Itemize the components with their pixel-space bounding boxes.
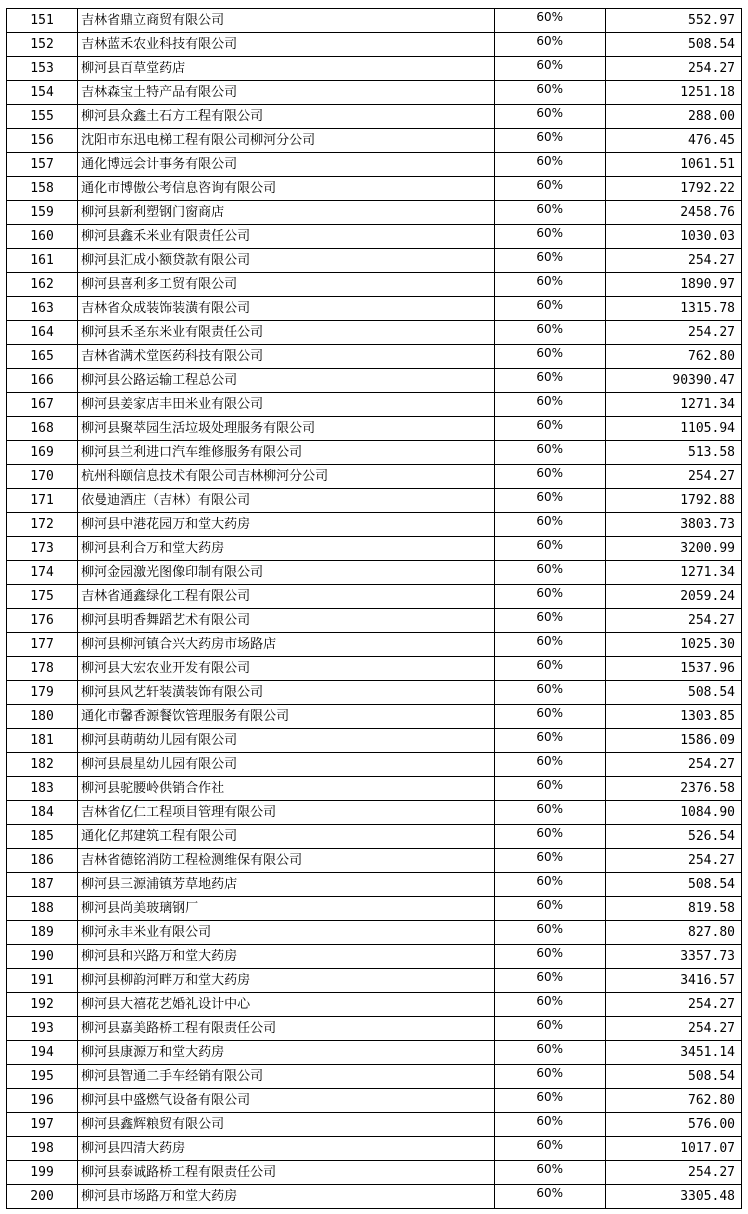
table-row <box>7 105 742 129</box>
table-row <box>7 705 742 729</box>
company-name-cell: 柳河县三源浦镇芳草地药店 <box>78 873 495 897</box>
row-number-cell: 165 <box>7 345 78 369</box>
amount-cell: 1251.18 <box>605 81 741 105</box>
amount-cell: 3200.99 <box>605 537 741 561</box>
row-number-cell: 184 <box>7 801 78 825</box>
amount-cell: 288.00 <box>605 105 741 129</box>
row-number-cell: 175 <box>7 585 78 609</box>
row-number-cell: 151 <box>7 9 78 33</box>
ratio-cell: 60% <box>494 897 605 921</box>
ratio-cell: 60% <box>494 153 605 177</box>
ratio-cell: 60% <box>494 81 605 105</box>
table-row <box>7 897 742 921</box>
ratio-cell: 60% <box>494 465 605 489</box>
ratio-cell: 60% <box>494 489 605 513</box>
table-row <box>7 657 742 681</box>
amount-cell: 819.58 <box>605 897 741 921</box>
company-name-cell: 柳河县柳韵河畔万和堂大药房 <box>78 969 495 993</box>
company-name-cell: 沈阳市东迅电梯工程有限公司柳河分公司 <box>78 129 495 153</box>
row-number-cell: 160 <box>7 225 78 249</box>
company-name-cell: 吉林省满术堂医药科技有限公司 <box>78 345 495 369</box>
ratio-cell: 60% <box>494 393 605 417</box>
ratio-cell: 60% <box>494 993 605 1017</box>
row-number-cell: 186 <box>7 849 78 873</box>
company-name-cell: 通化亿邦建筑工程有限公司 <box>78 825 495 849</box>
row-number-cell: 179 <box>7 681 78 705</box>
row-number-cell: 187 <box>7 873 78 897</box>
amount-cell: 1271.34 <box>605 393 741 417</box>
table-row <box>7 993 742 1017</box>
table-row <box>7 609 742 633</box>
amount-cell: 1890.97 <box>605 273 741 297</box>
amount-cell: 476.45 <box>605 129 741 153</box>
ratio-cell: 60% <box>494 33 605 57</box>
company-name-cell: 柳河县嘉美路桥工程有限责任公司 <box>78 1017 495 1041</box>
ratio-cell: 60% <box>494 513 605 537</box>
row-number-cell: 195 <box>7 1065 78 1089</box>
amount-cell: 1061.51 <box>605 153 741 177</box>
amount-cell: 1025.30 <box>605 633 741 657</box>
company-name-cell: 柳河县驼腰岭供销合作社 <box>78 777 495 801</box>
table-row <box>7 1041 742 1065</box>
amount-cell: 827.80 <box>605 921 741 945</box>
row-number-cell: 182 <box>7 753 78 777</box>
ratio-cell: 60% <box>494 345 605 369</box>
company-name-cell: 柳河县百草堂药店 <box>78 57 495 81</box>
table-row <box>7 1161 742 1185</box>
company-name-cell: 通化博远会计事务有限公司 <box>78 153 495 177</box>
row-number-cell: 156 <box>7 129 78 153</box>
ratio-cell: 60% <box>494 201 605 225</box>
ratio-cell: 60% <box>494 705 605 729</box>
company-name-cell: 柳河县鑫禾米业有限责任公司 <box>78 225 495 249</box>
ratio-cell: 60% <box>494 873 605 897</box>
company-name-cell: 柳河县四清大药房 <box>78 1137 495 1161</box>
ratio-cell: 60% <box>494 9 605 33</box>
company-name-cell: 柳河县新利塑钢门窗商店 <box>78 201 495 225</box>
amount-cell: 3803.73 <box>605 513 741 537</box>
amount-cell: 254.27 <box>605 609 741 633</box>
amount-cell: 1017.07 <box>605 1137 741 1161</box>
amount-cell: 1315.78 <box>605 297 741 321</box>
amount-cell: 254.27 <box>605 849 741 873</box>
table-row <box>7 777 742 801</box>
ratio-cell: 60% <box>494 57 605 81</box>
ratio-cell: 60% <box>494 177 605 201</box>
ratio-cell: 60% <box>494 921 605 945</box>
company-name-cell: 杭州科颐信息技术有限公司吉林柳河分公司 <box>78 465 495 489</box>
amount-cell: 1537.96 <box>605 657 741 681</box>
row-number-cell: 185 <box>7 825 78 849</box>
row-number-cell: 200 <box>7 1185 78 1209</box>
company-name-cell: 柳河县聚萃园生活垃圾处理服务有限公司 <box>78 417 495 441</box>
table-row <box>7 729 742 753</box>
ratio-cell: 60% <box>494 369 605 393</box>
row-number-cell: 153 <box>7 57 78 81</box>
amount-cell: 1030.03 <box>605 225 741 249</box>
amount-cell: 508.54 <box>605 33 741 57</box>
row-number-cell: 168 <box>7 417 78 441</box>
table-row <box>7 33 742 57</box>
table-row <box>7 129 742 153</box>
company-name-cell: 柳河县中港花园万和堂大药房 <box>78 513 495 537</box>
company-name-cell: 柳河县尚美玻璃钢厂 <box>78 897 495 921</box>
amount-cell: 254.27 <box>605 993 741 1017</box>
table-row <box>7 969 742 993</box>
amount-cell: 552.97 <box>605 9 741 33</box>
row-number-cell: 152 <box>7 33 78 57</box>
amount-cell: 3451.14 <box>605 1041 741 1065</box>
ratio-cell: 60% <box>494 585 605 609</box>
table-row <box>7 1065 742 1089</box>
row-number-cell: 158 <box>7 177 78 201</box>
row-number-cell: 163 <box>7 297 78 321</box>
company-name-cell: 柳河县鑫辉粮贸有限公司 <box>78 1113 495 1137</box>
row-number-cell: 183 <box>7 777 78 801</box>
ratio-cell: 60% <box>494 1137 605 1161</box>
row-number-cell: 154 <box>7 81 78 105</box>
table-row <box>7 81 742 105</box>
company-name-cell: 柳河县众鑫土石方工程有限公司 <box>78 105 495 129</box>
row-number-cell: 167 <box>7 393 78 417</box>
amount-cell: 1792.88 <box>605 489 741 513</box>
company-name-cell: 柳河县大宏农业开发有限公司 <box>78 657 495 681</box>
amount-cell: 2059.24 <box>605 585 741 609</box>
amount-cell: 513.58 <box>605 441 741 465</box>
ratio-cell: 60% <box>494 417 605 441</box>
amount-cell: 1792.22 <box>605 177 741 201</box>
row-number-cell: 164 <box>7 321 78 345</box>
row-number-cell: 170 <box>7 465 78 489</box>
ratio-cell: 60% <box>494 441 605 465</box>
amount-cell: 254.27 <box>605 1017 741 1041</box>
row-number-cell: 178 <box>7 657 78 681</box>
amount-cell: 90390.47 <box>605 369 741 393</box>
company-name-cell: 吉林省鼎立商贸有限公司 <box>78 9 495 33</box>
row-number-cell: 191 <box>7 969 78 993</box>
company-name-cell: 柳河永丰米业有限公司 <box>78 921 495 945</box>
amount-cell: 508.54 <box>605 681 741 705</box>
row-number-cell: 176 <box>7 609 78 633</box>
table-row <box>7 201 742 225</box>
company-name-cell: 柳河县萌萌幼儿园有限公司 <box>78 729 495 753</box>
company-name-cell: 柳河县汇成小额贷款有限公司 <box>78 249 495 273</box>
ratio-cell: 60% <box>494 609 605 633</box>
company-name-cell: 柳河县利合万和堂大药房 <box>78 537 495 561</box>
amount-cell: 508.54 <box>605 873 741 897</box>
company-name-cell: 通化市博傲公考信息咨询有限公司 <box>78 177 495 201</box>
company-name-cell: 吉林森宝土特产品有限公司 <box>78 81 495 105</box>
ratio-cell: 60% <box>494 561 605 585</box>
company-name-cell: 吉林省通鑫绿化工程有限公司 <box>78 585 495 609</box>
table-row <box>7 825 742 849</box>
table-row <box>7 585 742 609</box>
company-name-cell: 吉林蓝禾农业科技有限公司 <box>78 33 495 57</box>
ratio-cell: 60% <box>494 321 605 345</box>
ratio-cell: 60% <box>494 1113 605 1137</box>
table-row <box>7 561 742 585</box>
ratio-cell: 60% <box>494 801 605 825</box>
row-number-cell: 181 <box>7 729 78 753</box>
row-number-cell: 172 <box>7 513 78 537</box>
company-name-cell: 柳河县姜家店丰田米业有限公司 <box>78 393 495 417</box>
amount-cell: 2458.76 <box>605 201 741 225</box>
ratio-cell: 60% <box>494 1185 605 1209</box>
amount-cell: 254.27 <box>605 1161 741 1185</box>
row-number-cell: 155 <box>7 105 78 129</box>
company-name-cell: 柳河县明香舞蹈艺术有限公司 <box>78 609 495 633</box>
company-name-cell: 柳河县智通二手车经销有限公司 <box>78 1065 495 1089</box>
table-row <box>7 1113 742 1137</box>
amount-cell: 762.80 <box>605 1089 741 1113</box>
table-row <box>7 873 742 897</box>
company-name-cell: 柳河县大禧花艺婚礼设计中心 <box>78 993 495 1017</box>
row-number-cell: 188 <box>7 897 78 921</box>
table-row <box>7 1137 742 1161</box>
row-number-cell: 171 <box>7 489 78 513</box>
ratio-cell: 60% <box>494 633 605 657</box>
table-row <box>7 945 742 969</box>
table-row <box>7 273 742 297</box>
amount-cell: 2376.58 <box>605 777 741 801</box>
company-name-cell: 吉林省众成装饰装潢有限公司 <box>78 297 495 321</box>
table-row <box>7 681 742 705</box>
row-number-cell: 180 <box>7 705 78 729</box>
table-row <box>7 417 742 441</box>
row-number-cell: 162 <box>7 273 78 297</box>
company-name-cell: 吉林省德铭消防工程检测维保有限公司 <box>78 849 495 873</box>
table-row <box>7 465 742 489</box>
company-name-cell: 柳河县禾圣东米业有限责任公司 <box>78 321 495 345</box>
company-name-cell: 柳河金园激光图像印制有限公司 <box>78 561 495 585</box>
row-number-cell: 196 <box>7 1089 78 1113</box>
ratio-cell: 60% <box>494 273 605 297</box>
amount-cell: 762.80 <box>605 345 741 369</box>
ratio-cell: 60% <box>494 729 605 753</box>
ratio-cell: 60% <box>494 825 605 849</box>
table-row <box>7 153 742 177</box>
ratio-cell: 60% <box>494 537 605 561</box>
company-name-cell: 柳河县市场路万和堂大药房 <box>78 1185 495 1209</box>
row-number-cell: 177 <box>7 633 78 657</box>
company-name-cell: 柳河县中盛燃气设备有限公司 <box>78 1089 495 1113</box>
table-row <box>7 489 742 513</box>
table-row <box>7 753 742 777</box>
table-row <box>7 921 742 945</box>
table-row <box>7 177 742 201</box>
table-row <box>7 1185 742 1209</box>
table-row <box>7 1089 742 1113</box>
row-number-cell: 189 <box>7 921 78 945</box>
row-number-cell: 166 <box>7 369 78 393</box>
table-row <box>7 633 742 657</box>
ratio-cell: 60% <box>494 1065 605 1089</box>
ratio-cell: 60% <box>494 1089 605 1113</box>
row-number-cell: 190 <box>7 945 78 969</box>
row-number-cell: 173 <box>7 537 78 561</box>
row-number-cell: 192 <box>7 993 78 1017</box>
ratio-cell: 60% <box>494 1161 605 1185</box>
row-number-cell: 157 <box>7 153 78 177</box>
amount-cell: 1586.09 <box>605 729 741 753</box>
table-row <box>7 345 742 369</box>
amount-cell: 508.54 <box>605 1065 741 1089</box>
company-name-cell: 吉林省亿仁工程项目管理有限公司 <box>78 801 495 825</box>
ratio-cell: 60% <box>494 753 605 777</box>
table-row <box>7 513 742 537</box>
table-row <box>7 441 742 465</box>
ratio-cell: 60% <box>494 129 605 153</box>
row-number-cell: 198 <box>7 1137 78 1161</box>
table-row <box>7 321 742 345</box>
company-name-cell: 柳河县康源万和堂大药房 <box>78 1041 495 1065</box>
amount-cell: 254.27 <box>605 465 741 489</box>
table-row <box>7 1017 742 1041</box>
company-name-cell: 柳河县兰利进口汽车维修服务有限公司 <box>78 441 495 465</box>
ratio-cell: 60% <box>494 225 605 249</box>
ratio-cell: 60% <box>494 1041 605 1065</box>
table-body <box>7 9 742 1209</box>
company-name-cell: 柳河县晨星幼儿园有限公司 <box>78 753 495 777</box>
ratio-cell: 60% <box>494 777 605 801</box>
ratio-cell: 60% <box>494 657 605 681</box>
table-row <box>7 225 742 249</box>
company-name-cell: 依曼迪酒庄（吉林）有限公司 <box>78 489 495 513</box>
row-number-cell: 161 <box>7 249 78 273</box>
ratio-cell: 60% <box>494 849 605 873</box>
table-row <box>7 801 742 825</box>
table-row <box>7 849 742 873</box>
ratio-cell: 60% <box>494 1017 605 1041</box>
ratio-cell: 60% <box>494 297 605 321</box>
table-row <box>7 297 742 321</box>
amount-cell: 254.27 <box>605 249 741 273</box>
table-row <box>7 9 742 33</box>
amount-cell: 254.27 <box>605 753 741 777</box>
company-name-cell: 柳河县柳河镇合兴大药房市场路店 <box>78 633 495 657</box>
data-table <box>6 8 742 1209</box>
amount-cell: 576.00 <box>605 1113 741 1137</box>
ratio-cell: 60% <box>494 105 605 129</box>
amount-cell: 1084.90 <box>605 801 741 825</box>
amount-cell: 3416.57 <box>605 969 741 993</box>
row-number-cell: 193 <box>7 1017 78 1041</box>
company-name-cell: 柳河县泰诚路桥工程有限责任公司 <box>78 1161 495 1185</box>
company-name-cell: 通化市馨香源餐饮管理服务有限公司 <box>78 705 495 729</box>
amount-cell: 254.27 <box>605 57 741 81</box>
amount-cell: 1271.34 <box>605 561 741 585</box>
amount-cell: 526.54 <box>605 825 741 849</box>
ratio-cell: 60% <box>494 249 605 273</box>
table-row <box>7 393 742 417</box>
company-name-cell: 柳河县喜利多工贸有限公司 <box>78 273 495 297</box>
row-number-cell: 197 <box>7 1113 78 1137</box>
amount-cell: 1303.85 <box>605 705 741 729</box>
company-name-cell: 柳河县公路运输工程总公司 <box>78 369 495 393</box>
table-row <box>7 57 742 81</box>
table-row <box>7 369 742 393</box>
row-number-cell: 169 <box>7 441 78 465</box>
ratio-cell: 60% <box>494 969 605 993</box>
table-row <box>7 249 742 273</box>
table-row <box>7 537 742 561</box>
amount-cell: 1105.94 <box>605 417 741 441</box>
company-name-cell: 柳河县和兴路万和堂大药房 <box>78 945 495 969</box>
company-name-cell: 柳河县风艺轩装潢装饰有限公司 <box>78 681 495 705</box>
ratio-cell: 60% <box>494 681 605 705</box>
row-number-cell: 194 <box>7 1041 78 1065</box>
row-number-cell: 159 <box>7 201 78 225</box>
amount-cell: 254.27 <box>605 321 741 345</box>
ratio-cell: 60% <box>494 945 605 969</box>
row-number-cell: 199 <box>7 1161 78 1185</box>
row-number-cell: 174 <box>7 561 78 585</box>
amount-cell: 3357.73 <box>605 945 741 969</box>
amount-cell: 3305.48 <box>605 1185 741 1209</box>
